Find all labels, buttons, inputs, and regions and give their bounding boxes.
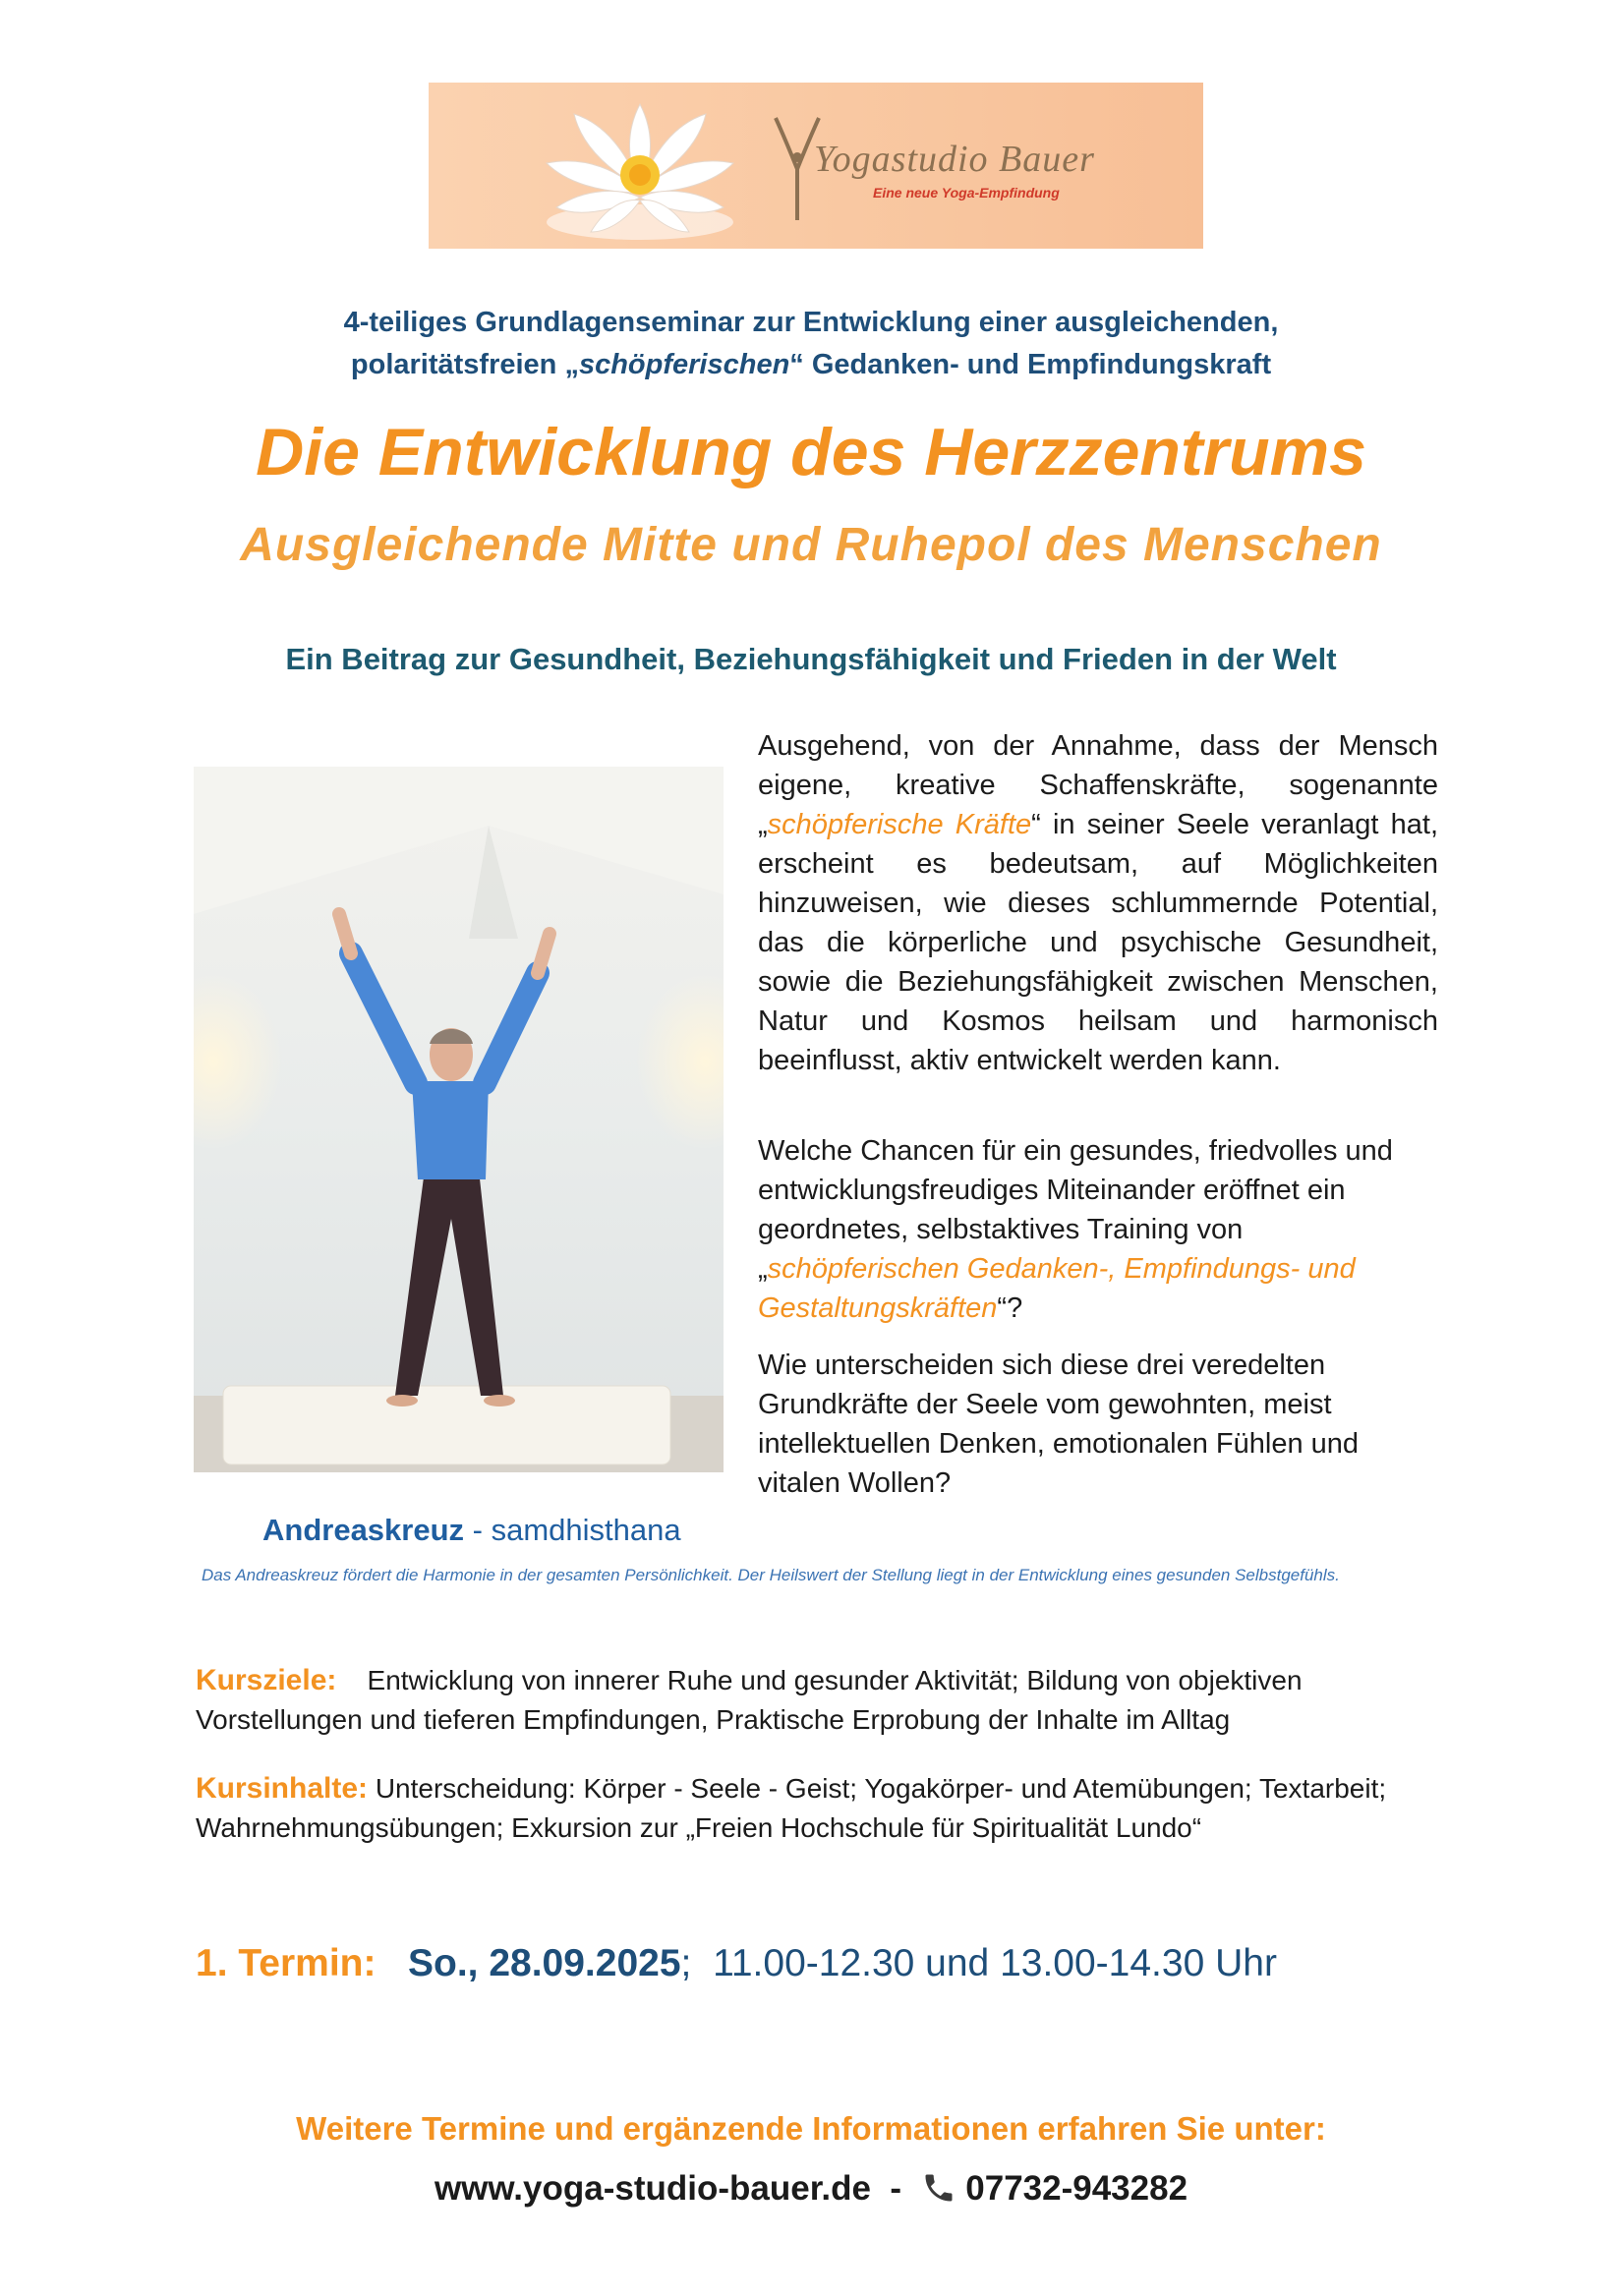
website-link[interactable]: www.yoga-studio-bauer.de (434, 2169, 871, 2208)
logo-banner (429, 83, 1203, 249)
page-title: Die Entwicklung des Herzzentrums (256, 415, 1366, 489)
photo-caption: Andreaskreuz - samdhisthana (262, 1513, 681, 1547)
photo-description: Das Andreaskreuz fördert die Harmonie in der gesamten Persönlichkeit. Der Heilswert der Stellung liegt in der Entwicklung eines gesunden Selbstgefühls. (202, 1566, 1340, 1584)
page-tagline: Ausgleichende Mitte und Ruhepol des Menschen (240, 519, 1382, 571)
phone-icon (921, 2170, 956, 2206)
termin-line: 1. Termin: So., 28.09.2025; 11.00-12.30 und 13.00-14.30 Uhr (196, 1942, 1277, 1984)
contact-line: www.yoga-studio-bauer.de - 07732-943282 (434, 2169, 1188, 2208)
brand-name: Yogastudio Bauer (814, 139, 1095, 180)
further-info-heading: Weitere Termine und ergänzende Informationen erfahren Sie unter: (296, 2110, 1326, 2147)
phone-number[interactable]: 07732-943282 (965, 2169, 1188, 2208)
course-goals: Kursziele: Entwicklung von innerer Ruhe und gesunder Aktivität; Bildung von objektiven Vorstellungen und tieferen Empfindungen, Praktische Erprobung der Inhalte im Alltag (196, 1664, 1303, 1735)
body-paragraph-1: Ausgehend, von der Annahme, dass der Mensch eigene, kreative Schaffenskräfte, sogenannte „schöpferische Kräfte“ in seiner Seele veranlagt hat, erscheint es bedeutsam, auf Möglichkeiten hinzuweisen, wie dieses schlummernde Potential, das die körperliche und psychische Gesundheit, sowie die Beziehungsfähigkeit zwischen Menschen, Natur und Kosmos heilsam und harmonisch beeinflusst, aktiv entwickelt werden kann. (758, 730, 1439, 1076)
brand-tagline: Eine neue Yoga-Empfindung (873, 185, 1060, 201)
contribution-heading: Ein Beitrag zur Gesundheit, Beziehungsfähigkeit und Frieden in der Welt (285, 642, 1337, 676)
yoga-pose-photo (194, 767, 724, 1472)
course-contents: Kursinhalte: Unterscheidung: Körper - Seele - Geist; Yogakörper- und Atemübungen; Textarbeit; Wahrnehmungsübungen; Exkursion zur „Freien Hochschule für Spiritualität Lundo“ (196, 1772, 1387, 1843)
body-paragraph-2: Welche Chancen für ein gesundes, friedvolles und entwicklungsfreudiges Miteinander eröffnet ein geordnetes, selbstaktives Training von „schöpferischen Gedanken-, Empfindungs- und Gestaltungskräften“? (758, 1135, 1393, 1324)
body-paragraph-3: Wie unterscheiden sich diese drei veredelten Grundkräfte der Seele vom gewohnten, meist intellektuellen Denken, emotionalen Fühlen und vitalen Wollen? (758, 1349, 1360, 1499)
lotus-flower-icon (537, 85, 743, 247)
seminar-subtitle: 4-teiliges Grundlagenseminar zur Entwicklung einer ausgleichenden, polaritätsfreien „schöpferischen“ Gedanken- und Empfindungskraft (343, 307, 1279, 380)
